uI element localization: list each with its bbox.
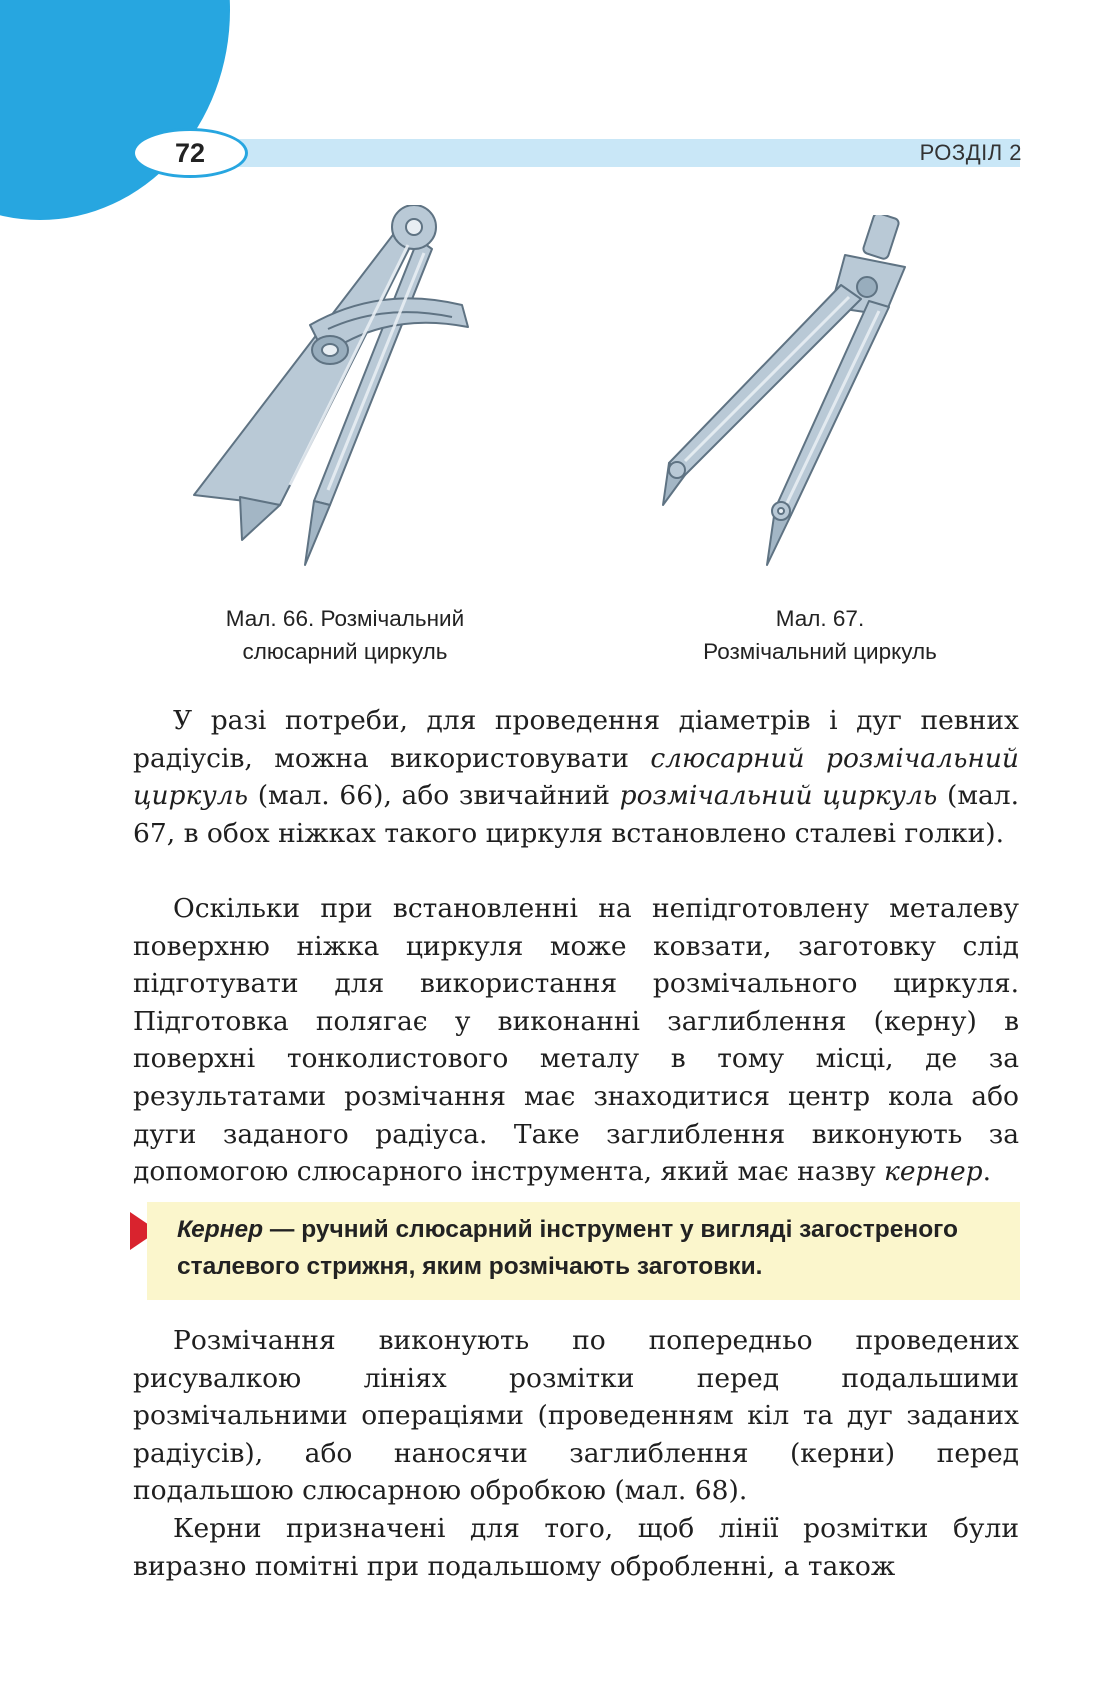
paragraph-1-text: У разі потреби, для проведення діаметрів і дуг певних радіусів, можна використовувати	[133, 705, 1019, 774]
term-center-punch: кернер	[884, 1156, 983, 1188]
figure-67-caption-line2: Розмічальний циркуль	[703, 639, 937, 664]
figure-66-caption-line1: Мал. 66. Розмічальний	[225, 606, 465, 631]
figure-67-caption-line1: Мал. 67.	[775, 606, 865, 631]
section-title: РОЗДІЛ 2	[919, 140, 1022, 165]
paragraph-2-text: Оскільки при встановленні на непідготовлену металеву поверхню ніжка циркуля може ковзати, заготовку слід підготувати для використання розмічального циркуля. Підготовка полягає у виконанні заглиблення (керну) в поверхні тонколистового металу в тому місці, де за результатами розмічання має знаходитися центр кола або дуги заданого радіуса. Таке заглиблення виконують за допомогою слюсарного інструмента, який має назву	[133, 893, 1019, 1188]
paragraph-2	[133, 890, 1019, 1191]
definition-text: — ручний слюсарний інструмент у вигляді загостреного сталевого стрижня, яким розмічають заготовки.	[177, 1216, 959, 1280]
paragraph-1-text-3: (мал. 67, в обох ніжках такого циркуля встановлено сталеві голки).	[133, 780, 1019, 849]
term-divider: розмічальний циркуль	[619, 780, 938, 812]
figure-66-divider-compass	[180, 205, 520, 575]
paragraph-4	[133, 1510, 1019, 1585]
paragraph-3-text: Розмічання виконують по попередньо проведених рисувалкою лініях розмітки перед подальшими розмічальними операціями (проведенням кіл та дуг заданих радіусів), або наносячи заглиблення (керни) перед подальшою слюсарною обробкою (мал. 68).	[133, 1325, 1019, 1507]
paragraph-4-text: Керни призначені для того, щоб лінії розмітки були виразно помітні при подальшому обробленні, а також	[133, 1513, 1019, 1582]
paragraph-1-text-2: (мал. 66), або звичайний	[248, 780, 620, 812]
paragraph-2-text-2: .	[982, 1156, 992, 1188]
paragraph-1	[133, 702, 1019, 852]
page-number: 72	[132, 128, 248, 178]
figure-66-caption-line2: слюсарний циркуль	[242, 639, 448, 664]
header-bar	[190, 139, 1020, 167]
paragraph-3	[133, 1322, 1019, 1510]
figure-67-caption	[650, 602, 990, 668]
definition-box	[147, 1202, 1020, 1300]
definition-term: Кернер	[177, 1216, 264, 1243]
figure-66-caption	[185, 602, 505, 668]
corner-decoration	[0, 0, 230, 220]
term-locksmith-divider: слюсарний розмічальний циркуль	[133, 742, 1019, 812]
figure-67-divider-compass	[655, 215, 985, 580]
